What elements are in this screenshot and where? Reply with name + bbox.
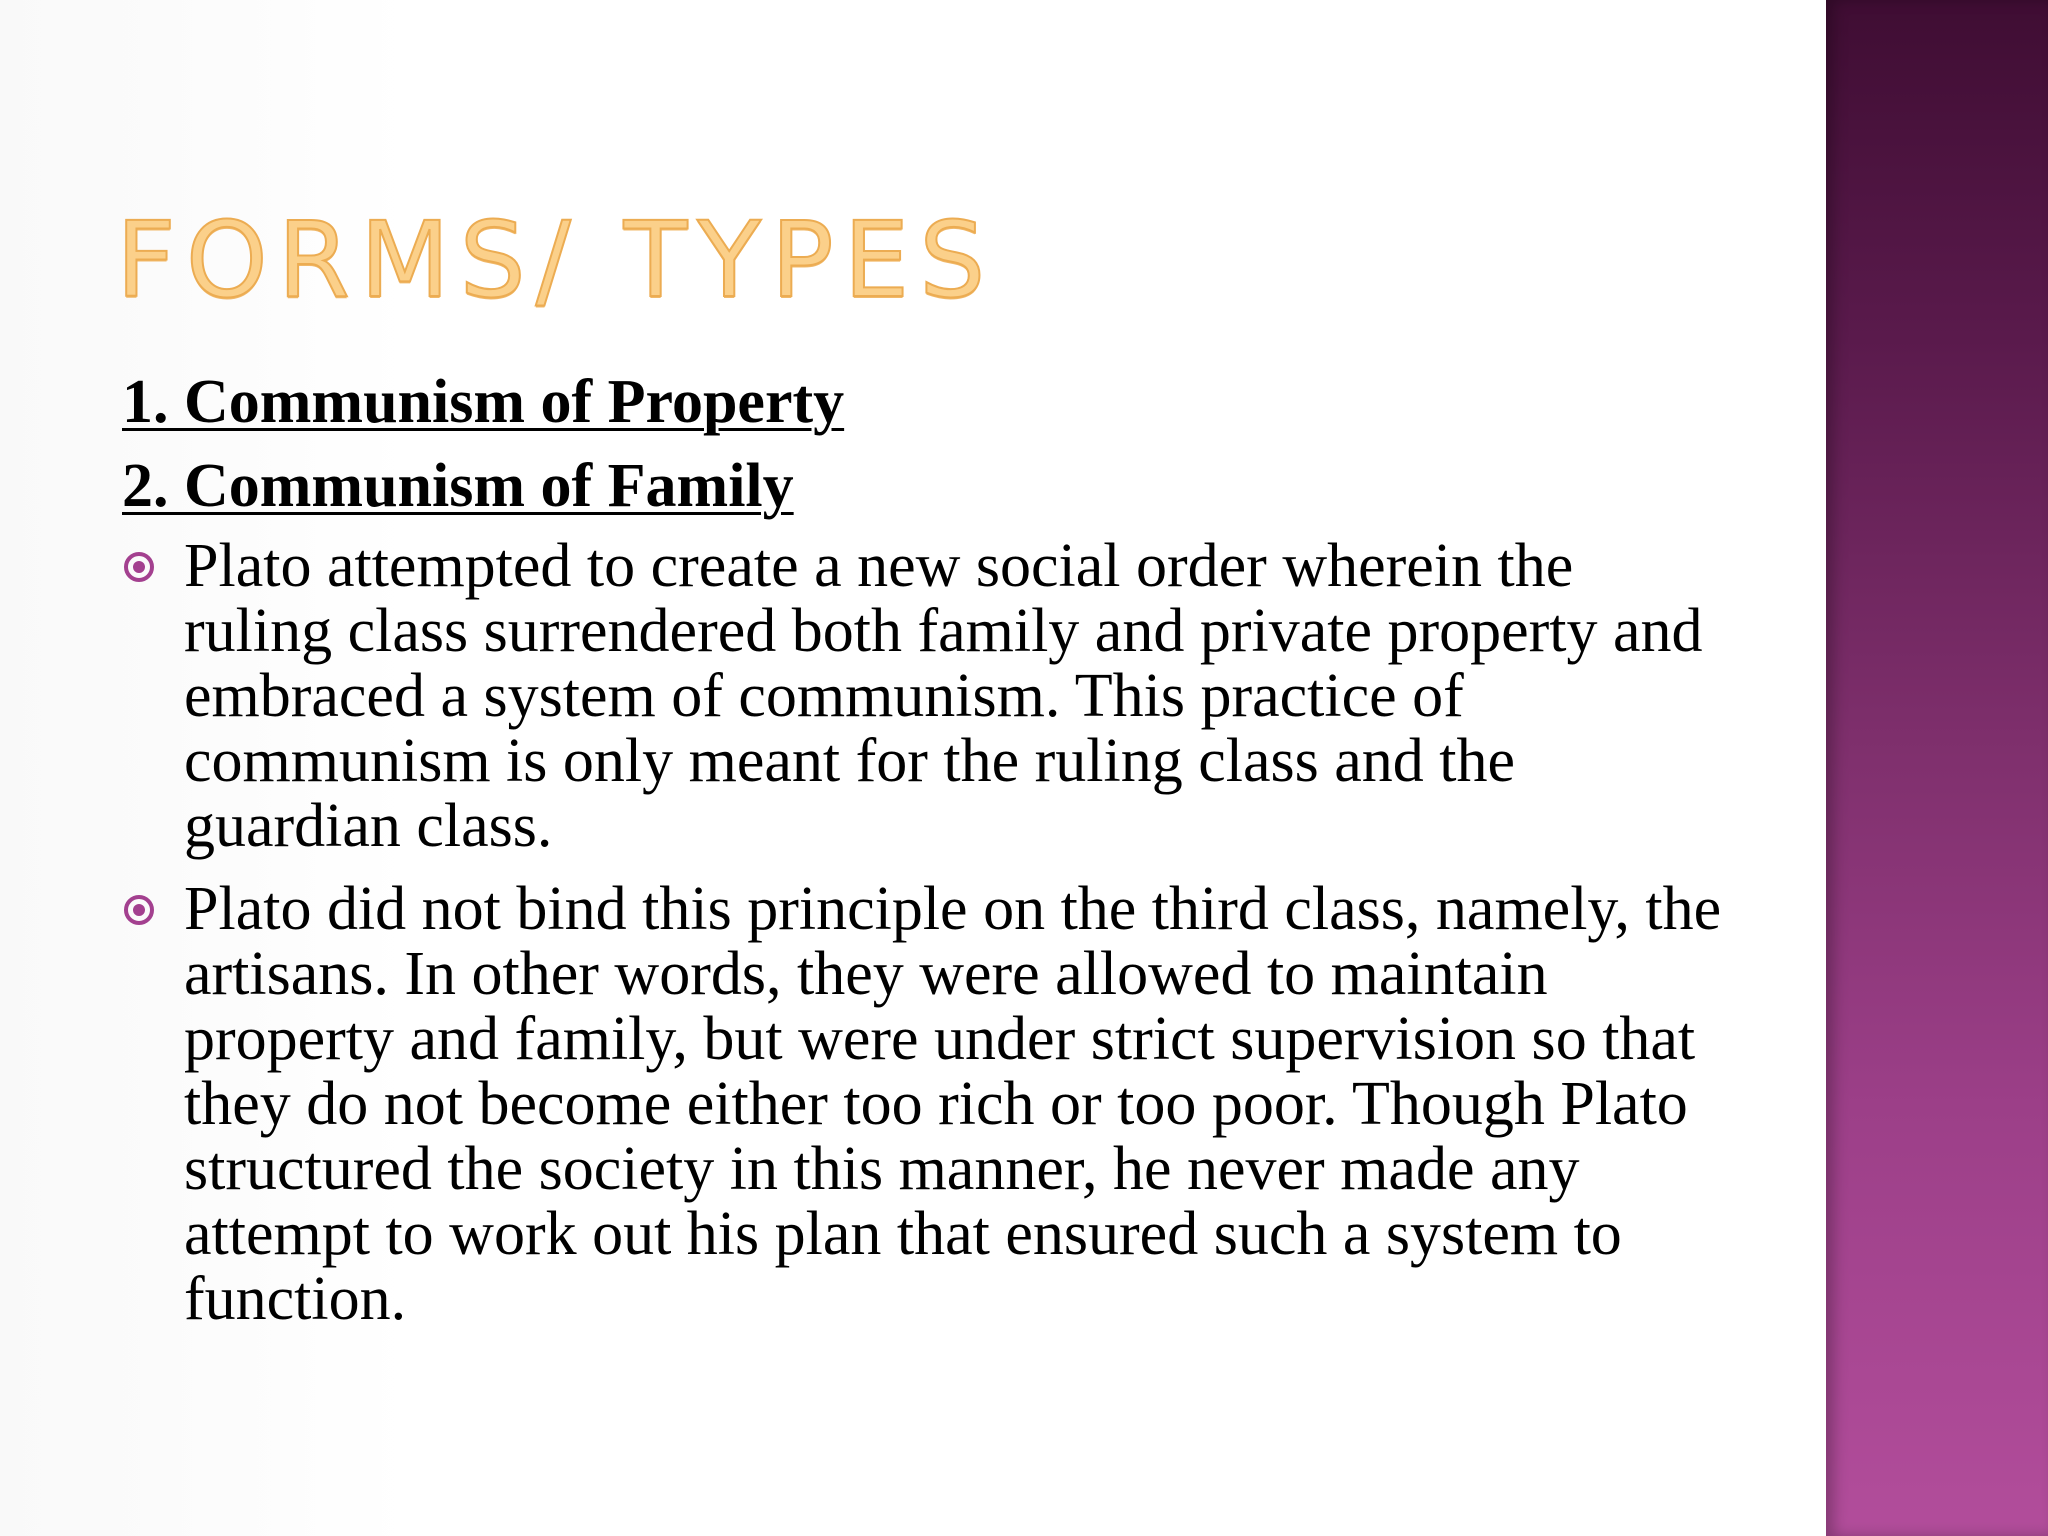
bullet-text: Plato attempted to create a new social order wherein the ruling class surrendered both family and private property and embraced a system of communism. This practice of communism is only meant for the ruling class and the guardian class. xyxy=(184,532,1703,860)
bullet-text: Plato did not bind this principle on the third class, namely, the artisans. In other words, they were allowed to maintain property and family, but were under strict supervision so that they do not become either too rich or too poor. Though Plato structured the society in this manner, he never made any attempt to work out his plan that ensured such a system to function. xyxy=(184,875,1722,1333)
slide-title: FORMS/ TYPES xyxy=(116,199,996,321)
heading-communism-of-family: 2. Communism of Family xyxy=(122,452,794,520)
heading-communism-of-property: 1. Communism of Property xyxy=(122,368,845,436)
decorative-side-band xyxy=(1826,0,2048,1536)
slide-content xyxy=(122,360,1722,1350)
bullet-list xyxy=(122,534,1722,1332)
bullet-item xyxy=(122,534,1722,859)
circle-dot-bullet-icon xyxy=(124,895,154,925)
circle-dot-bullet-icon xyxy=(124,552,154,582)
bullet-item xyxy=(122,877,1722,1332)
